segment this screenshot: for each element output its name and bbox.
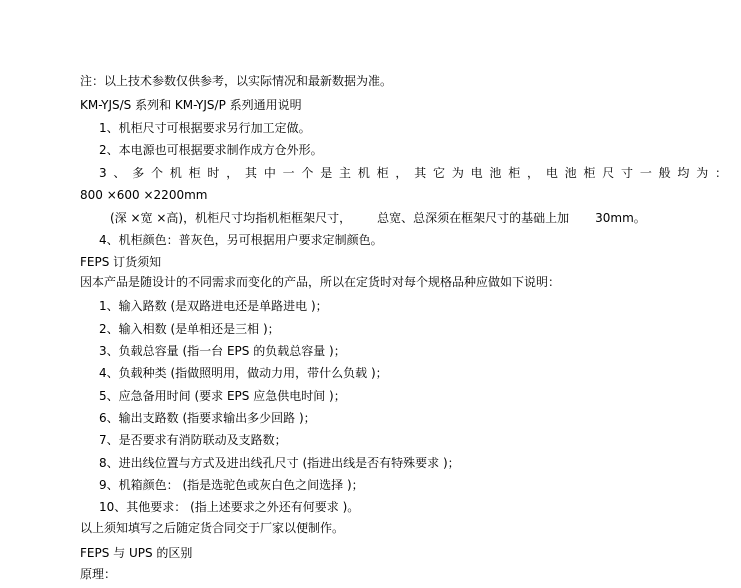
difference-title: FEPS 与 UPS 的区别	[80, 546, 193, 560]
series-title: KM-YJS/S 系列和 KM-YJS/P 系列通用说明	[80, 98, 302, 112]
dimension-note	[110, 210, 646, 226]
order-item-6: 6、输出支路数 (指要求输出多少回路 )；	[99, 411, 316, 425]
dimension-note-part-c: 30mm。	[595, 211, 646, 225]
item-3: 3、多个机柜时，其中一个是主机柜，其它为电池柜，电池柜尺寸一般均为：	[99, 166, 734, 180]
item-1: 1、机柜尺寸可根据要求另行加工定做。	[99, 121, 311, 135]
order-item-10: 10、其他要求： (指上述要求之外还有何要求 )。	[99, 500, 360, 514]
dimension-note-part-a: (深 ×宽 ×高)，机柜尺寸均指机柜框架尺寸，	[110, 211, 352, 225]
principle-label: 原理：	[80, 567, 117, 581]
order-item-2: 2、输入相数 (是单相还是三相 )；	[99, 322, 280, 336]
item-2: 2、本电源也可根据要求制作成方仓外形。	[99, 143, 323, 157]
order-item-7: 7、是否要求有消防联动及支路数；	[99, 433, 287, 447]
note-line: 注：以上技术参数仅供参考，以实际情况和最新数据为准。	[80, 74, 393, 88]
dimension-note-part-b: 总宽、总深须在框架尺寸的基础上加	[377, 211, 570, 225]
order-item-8: 8、进出线位置与方式及进出线孔尺寸 (指进出线是否有特殊要求 )；	[99, 456, 460, 470]
order-footer: 以上须知填写之后随定货合同交于厂家以便制作。	[80, 521, 345, 535]
order-item-3: 3、负载总容量 (指一台 EPS 的负载总容量 )；	[99, 344, 346, 358]
order-item-4: 4、负载种类 (指做照明用，做动力用，带什么负载 )；	[99, 366, 388, 380]
dimension-value: 800 ×600 ×2200mm	[80, 188, 208, 202]
order-title: FEPS 订货须知	[80, 255, 162, 269]
item-4: 4、机柜颜色：普灰色，另可根据用户要求定制颜色。	[99, 233, 383, 247]
order-intro: 因本产品是随设计的不同需求而变化的产品，所以在定货时对每个规格品种应做如下说明：	[80, 275, 561, 289]
order-item-9: 9、机箱颜色： (指是选驼色或灰白色之间选择 )；	[99, 478, 364, 492]
order-item-1: 1、输入路数 (是双路进电还是单路进电 )；	[99, 299, 328, 313]
order-item-5: 5、应急备用时间 (要求 EPS 应急供电时间 )；	[99, 389, 346, 403]
